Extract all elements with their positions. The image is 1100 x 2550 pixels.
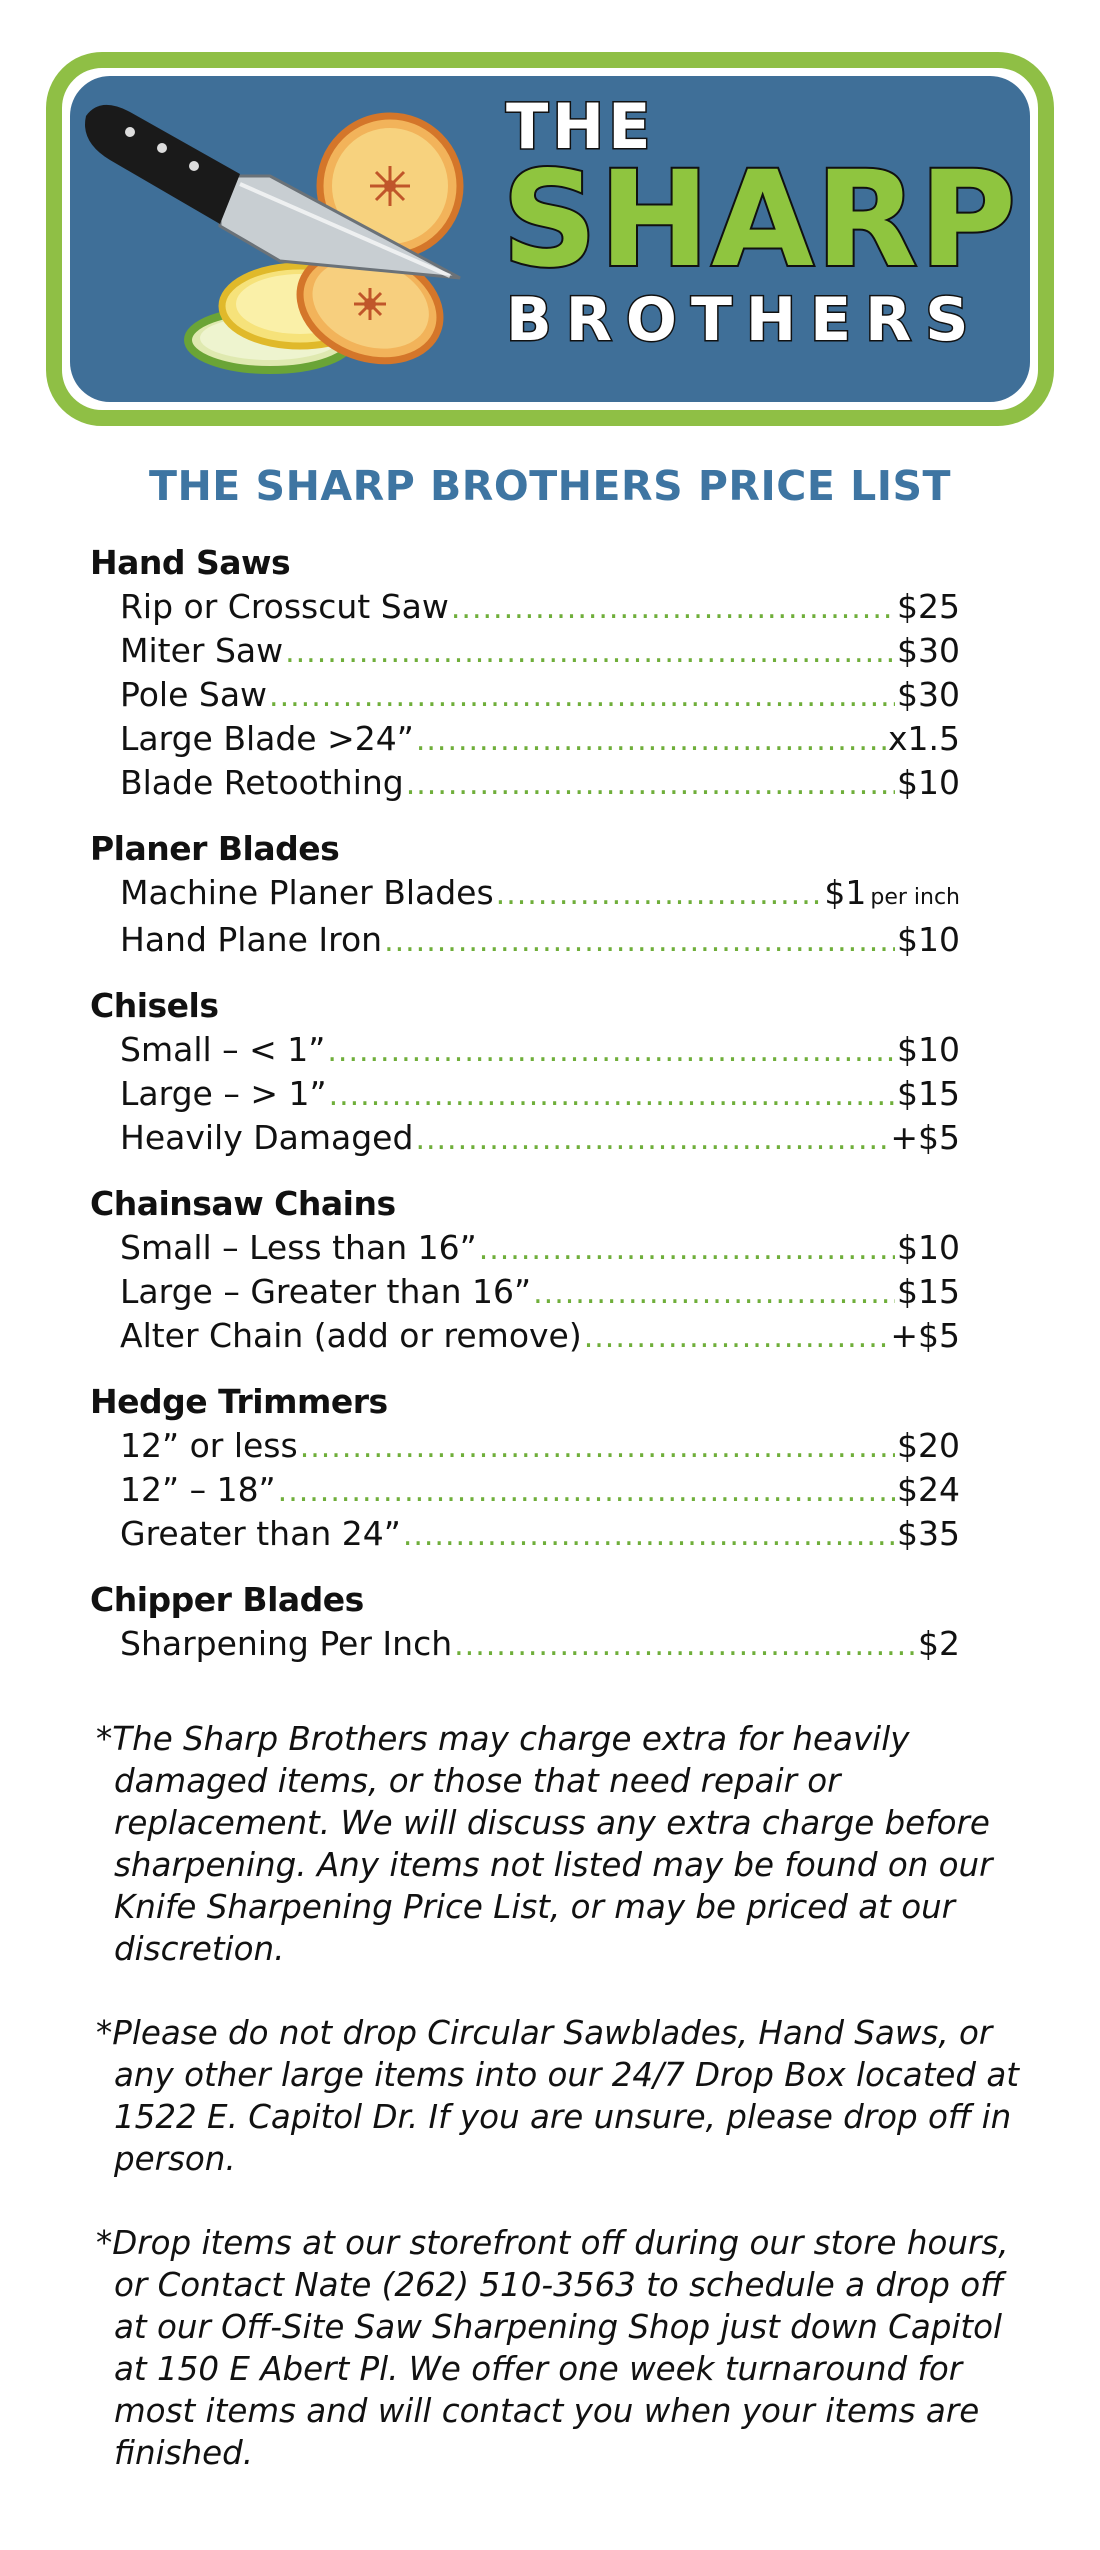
price-list [90,540,1050,1687]
footnote: *Please do not drop Circular Sawblades, Hand Saws, or any other large items into our 24/7 Drop Box located at 1522 E. Capitol Dr. If you are unsure, please drop off in person. [96,2014,1020,2178]
item-name: Alter Chain (add or remove) [120,1316,582,1355]
item-name: Hand Plane Iron [120,920,383,959]
brand-wordmark [502,90,1022,355]
price-item [120,1227,960,1271]
price-item [120,1425,960,1469]
price-item [120,762,960,806]
section-title: Chainsaw Chains [90,1184,396,1223]
item-name: Machine Planer Blades [120,873,494,912]
price-section [90,1181,1050,1359]
item-price: $30 [897,631,960,670]
item-price: +$5 [890,1316,960,1355]
section-title: Hand Saws [90,543,291,582]
item-name: Greater than 24” [120,1514,401,1553]
dot-leader [533,1273,895,1315]
item-name: Rip or Crosscut Saw [120,587,449,626]
item-name: Heavily Damaged [120,1118,414,1157]
item-price: x1.5 [887,719,960,758]
logo-banner [46,52,1054,426]
footnote: *Drop items at our storefront off during our store hours, or Contact Nate (262) 510-3563 to schedule a drop off at our Off-Site Saw Sharpening Shop just down Capitol at 150 E Abert Pl. We offer one week turnaround for most items and will contact you when your items are finished. [96,2224,1009,2472]
item-price: +$5 [890,1118,960,1157]
item-price: $1 [824,873,867,912]
item-price: $15 [897,1074,960,1113]
price-section [90,1577,1050,1667]
price-item [120,1513,960,1557]
page-title: THE SHARP BROTHERS PRICE LIST [149,462,951,510]
dot-leader [479,1229,895,1271]
item-price: $35 [897,1514,960,1553]
price-item [120,1469,960,1513]
logo-panel [70,76,1030,402]
brand-sharp-text: SHARP [502,143,1019,297]
price-item [120,718,960,762]
item-name: Large – Greater than 16” [120,1272,532,1311]
price-item [120,1271,960,1315]
item-price: $2 [918,1624,960,1663]
price-item [120,919,960,963]
dot-leader [403,1515,895,1557]
item-price: $30 [897,675,960,714]
price-item [120,674,960,718]
brand-brothers-text: BROTHERS [506,285,983,355]
dot-leader [415,1119,888,1161]
dot-leader [285,632,895,674]
item-price: $24 [897,1470,960,1509]
dot-leader [278,1471,895,1513]
dot-leader [406,764,895,806]
dot-leader [300,1427,895,1469]
item-price: $10 [897,920,960,959]
price-section [90,1379,1050,1557]
price-item [120,872,960,919]
dot-leader [269,676,895,718]
item-name: Pole Saw [120,675,268,714]
item-name: 12” – 18” [120,1470,276,1509]
section-title: Chipper Blades [90,1580,364,1619]
price-item [120,1623,960,1667]
item-name: Sharpening Per Inch [120,1624,453,1663]
item-price: $20 [897,1426,960,1465]
dot-leader [416,720,886,762]
item-name: 12” or less [120,1426,298,1465]
price-item [120,1117,960,1161]
item-name: Miter Saw [120,631,284,670]
dot-leader [454,1625,916,1667]
notes-section [96,1718,1026,2516]
item-price: $10 [897,1228,960,1267]
section-title: Chisels [90,986,219,1025]
item-unit: per inch [870,885,960,910]
dot-leader [584,1317,889,1359]
price-item [120,1029,960,1073]
dot-leader [329,1075,895,1117]
section-title: Planer Blades [90,829,340,868]
item-price: $15 [897,1272,960,1311]
price-item [120,1315,960,1359]
price-section [90,826,1050,963]
dot-leader [496,874,823,916]
item-name: Blade Retoothing [120,763,404,802]
dot-leader [384,921,895,963]
price-section [90,983,1050,1161]
price-item [120,586,960,630]
item-name: Small – Less than 16” [120,1228,477,1267]
item-price: $10 [897,1030,960,1069]
price-section [90,540,1050,806]
brand-the-text: THE [506,90,655,163]
price-item [120,1073,960,1117]
price-item [120,630,960,674]
footnote: *The Sharp Brothers may charge extra for heavily damaged items, or those that need repair or replacement. We will discuss any extra charge before sharpening. Any items not listed may be found on our Knife Sharpening Price List, or may be priced at our discretion. [96,1720,993,1968]
item-price: $10 [897,763,960,802]
item-name: Large Blade >24” [120,719,414,758]
dot-leader [451,588,895,630]
dot-leader [327,1031,895,1073]
item-price: $25 [897,587,960,626]
section-title: Hedge Trimmers [90,1382,388,1421]
item-name: Small – < 1” [120,1030,326,1069]
item-name: Large – > 1” [120,1074,327,1113]
